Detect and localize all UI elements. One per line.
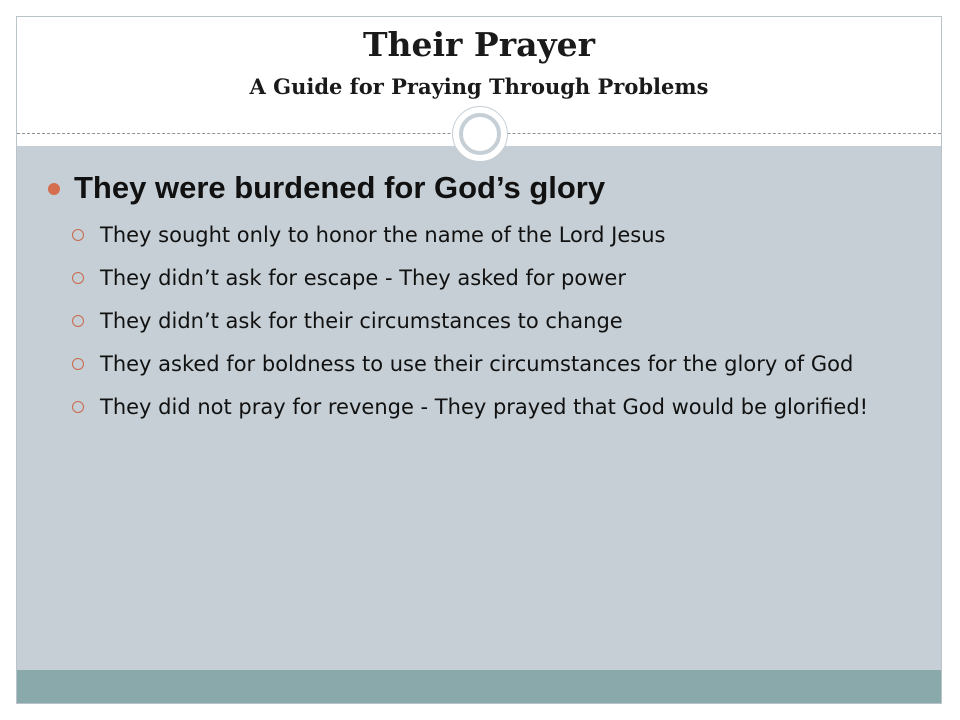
hollow-circle-bullet-icon bbox=[72, 401, 84, 413]
sub-point-text: They sought only to honor the name of the Lord Jesus bbox=[100, 223, 666, 247]
hollow-circle-bullet-icon bbox=[72, 315, 84, 327]
hollow-circle-bullet-icon bbox=[72, 272, 84, 284]
slide-title: Their Prayer bbox=[362, 25, 596, 64]
footer-band bbox=[17, 670, 941, 703]
sub-point bbox=[72, 263, 892, 294]
sub-point bbox=[72, 306, 892, 337]
sub-point-text: They asked for boldness to use their circumstances for the glory of God bbox=[100, 352, 854, 376]
hollow-circle-bullet-icon bbox=[72, 229, 84, 241]
ring-ornament-inner bbox=[459, 113, 501, 155]
sub-point-text: They didn’t ask for escape - They asked for power bbox=[100, 266, 626, 290]
ring-ornament-icon bbox=[452, 106, 508, 162]
hollow-circle-bullet-icon bbox=[72, 358, 84, 370]
main-bullet-point bbox=[48, 170, 605, 206]
sub-point-list bbox=[72, 220, 892, 435]
slide-subtitle: A Guide for Praying Through Problems bbox=[249, 74, 709, 99]
filled-circle-bullet-icon bbox=[48, 183, 60, 195]
sub-point bbox=[72, 392, 892, 423]
sub-point bbox=[72, 220, 892, 251]
sub-point-text: They did not pray for revenge - They prayed that God would be glorified! bbox=[100, 395, 869, 419]
main-point-text: They were burdened for God’s glory bbox=[74, 170, 606, 205]
sub-point bbox=[72, 349, 892, 380]
sub-point-text: They didn’t ask for their circumstances to change bbox=[100, 309, 623, 333]
